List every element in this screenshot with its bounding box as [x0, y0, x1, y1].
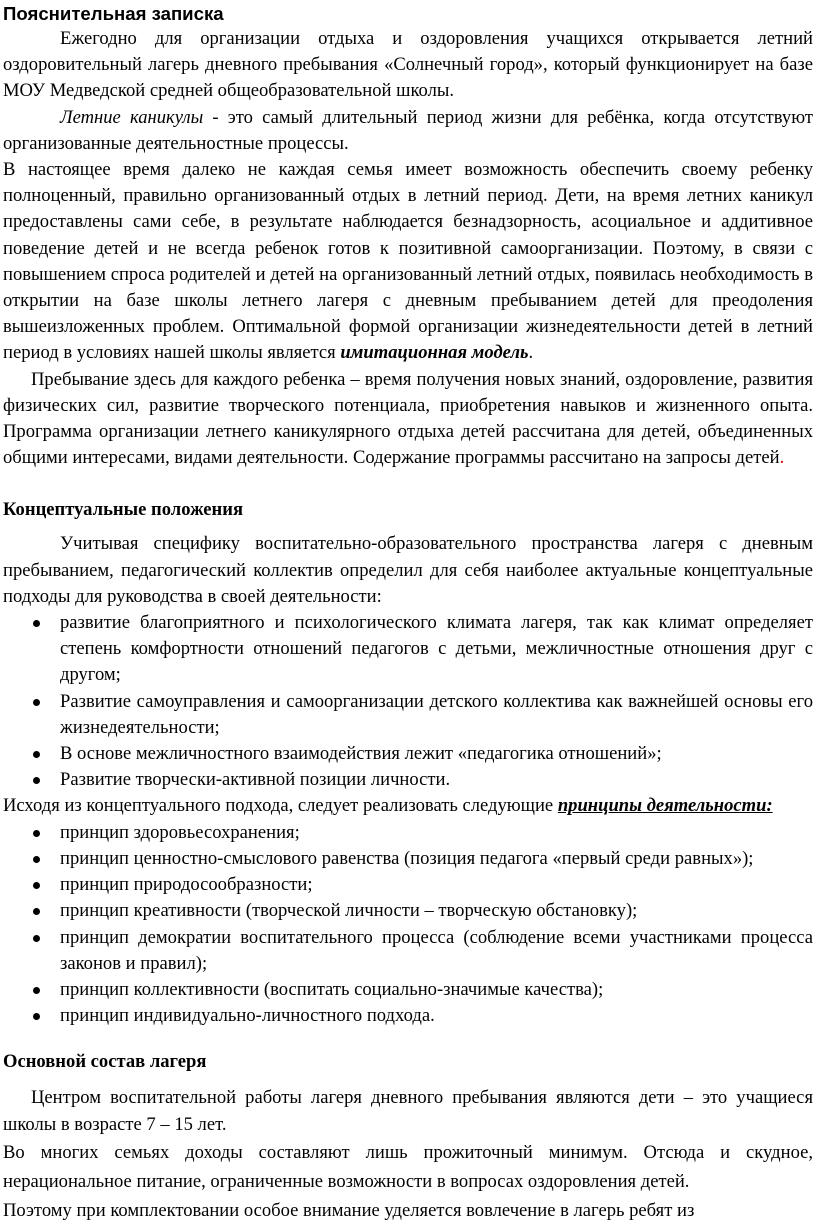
list-item: [3, 846, 813, 872]
list-item: [3, 741, 813, 767]
list-item: [3, 1003, 813, 1029]
bullet-icon: [33, 620, 40, 627]
paragraph-family-income: Во многих семьях доходы составляют лишь прожиточный минимум. Отсюда и скудное, нерациональное питание, ограниченные возможности в вопросах оздоровления детей.: [3, 1141, 813, 1192]
heading-spacer: [3, 1075, 813, 1085]
paragraph-camp-intro: Ежегодно для организации отдыха и оздоровления учащихся открывается летний оздоровительный лагерь дневного пребывания «Солнечный город», который функционирует на базе МОУ Медведской средней общеобразовательной школы.: [3, 28, 813, 102]
bullet-icon: [33, 908, 40, 915]
term-imitation-model: имитационная модель: [340, 342, 529, 364]
paragraph-stay-purpose: [3, 367, 813, 472]
list-item-text: Развитие творчески-активной позиции личности.: [60, 769, 451, 791]
paragraph-enrollment: Поэтому при комплектовании особое внимание уделяется вовлечение в лагерь ребят из: [3, 1199, 695, 1221]
list-item: [3, 689, 813, 741]
list-item-text: принцип ценностно-смыслового равенства (позиция педагога «первый среди равных»);: [60, 847, 754, 869]
section-title-conceptual: Концептуальные положения: [3, 499, 244, 521]
list-item-text: принцип креативности (творческой личности – творческую обстановку);: [60, 900, 638, 922]
list-item-text: принцип индивидуально-личностного подхода.: [60, 1005, 435, 1027]
paragraph-summer-holidays-text: - это самый длительный период жизни для ребёнка, когда отсутствуют организованные деятельностные процессы.: [3, 106, 813, 154]
bullet-icon: [33, 830, 40, 837]
list-item: [3, 925, 813, 977]
section-title-camp-composition: Основной состав лагеря: [3, 1051, 207, 1073]
term-summer-holidays: Летние каникулы: [60, 106, 204, 128]
conceptual-approaches-list: [3, 610, 813, 793]
list-item-text: принцип демократии воспитательного процесса (соблюдение всеми участниками процесса законов и правил);: [60, 926, 813, 974]
section-gap: [3, 1029, 813, 1049]
list-item-text: принцип природосообразности;: [60, 874, 313, 896]
principles-lead-text: Исходя из концептуального подхода, следует реализовать следующие: [3, 795, 558, 817]
list-item: [3, 610, 813, 689]
bullet-icon: [33, 935, 40, 942]
list-item-text: В основе межличностного взаимодействия лежит «педагогика отношений»;: [60, 743, 662, 765]
paragraph-current-situation-end: .: [528, 342, 534, 364]
bullet-icon: [33, 856, 40, 863]
paragraph-current-situation-text: В настоящее время далеко не каждая семья имеет возможность обеспечить своему ребенку полноценный, правильно организованный отдых в летний период. Дети, на время летних каникул предоставлены сами себе, в результате наблюдается безнадзорность, асоциальное и аддитивное поведение детей и не всегда ребенок готов к позитивной самоорганизации. Поэтому, в связи с повышением спроса родителей и детей на организованный летний отдых, появилась необходимость в открытии на базе школы летнего лагеря с дневным пребыванием детей для преодоления вышеизложенных проблем. Оптимальной формой организации жизнедеятельности детей в летний период в условиях нашей школы является: [3, 159, 813, 364]
bullet-icon: [33, 699, 40, 706]
section-gap: [3, 471, 813, 497]
bullet-icon: [33, 777, 40, 784]
list-item-text: принцип коллективности (воспитать социально-значимые качества);: [60, 978, 604, 1000]
list-item: [3, 977, 813, 1003]
bullet-icon: [33, 1013, 40, 1020]
paragraph-conceptual-intro: Учитывая специфику воспитательно-образовательного пространства лагеря с дневным пребыванием, педагогический коллектив определил для себя наиболее актуальные концептуальные подходы для руководства в своей деятельности:: [3, 533, 813, 607]
paragraph-current-situation: [3, 157, 813, 367]
list-item: [3, 872, 813, 898]
paragraph-stay-purpose-text: Пребывание здесь для каждого ребенка – время получения новых знаний, оздоровление, развития физических сил, развитие творческого потенциала, приобретения навыков и жизненного опыта. Программа организации летнего каникулярного отдыха детей рассчитана для детей, объединенных общими интересами, видами деятельности. Содержание программы рассчитано на запросы детей: [3, 368, 813, 469]
list-item-text: Развитие самоуправления и самоорганизации детского коллектива как важнейшей основы его жизнедеятельности;: [60, 690, 813, 738]
paragraph-summer-holidays: [3, 105, 813, 157]
paragraph-camp-center: Центром воспитательной работы лагеря дневного пребывания являются дети – это учащиеся школы в возрасте 7 – 15 лет.: [3, 1087, 813, 1135]
bullet-icon: [33, 751, 40, 758]
paragraph-principles-lead: [3, 793, 813, 819]
bullet-icon: [33, 987, 40, 994]
principles-list: [3, 820, 813, 1030]
list-item: [3, 767, 813, 793]
list-item: [3, 898, 813, 924]
term-principles: принципы деятельности:: [557, 795, 773, 817]
heading-spacer: [3, 523, 813, 531]
section-title-explanatory-note: Пояснительная записка: [3, 3, 224, 24]
list-item-text: развитие благоприятного и психологического климата лагеря, так как климат определяет степень комфортности отношений педагогов с детьми, межличностные отношения друг с другом;: [60, 612, 813, 686]
list-item-text: принцип здоровьесохранения;: [60, 821, 300, 843]
bullet-icon: [33, 882, 40, 889]
list-item: [3, 820, 813, 846]
red-period-mark: .: [779, 447, 785, 469]
